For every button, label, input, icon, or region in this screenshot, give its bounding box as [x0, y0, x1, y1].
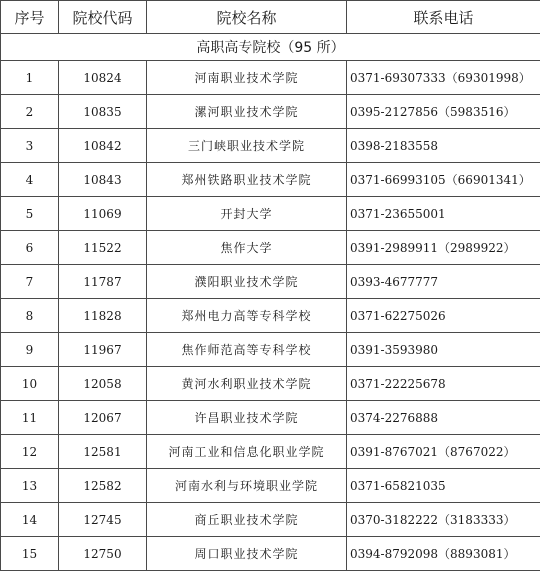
contact-phone: 0374-2276888: [347, 401, 540, 435]
contact-phone: 0391-2989911（2989922）: [347, 231, 540, 265]
school-name: 许昌职业技术学院: [147, 401, 347, 435]
contact-phone: 0371-23655001: [347, 197, 540, 231]
contact-phone: 0371-65821035: [347, 469, 540, 503]
school-name: 漯河职业技术学院: [147, 95, 347, 129]
row-number: 9: [1, 333, 59, 367]
row-number: 14: [1, 503, 59, 537]
school-name: 周口职业技术学院: [147, 537, 347, 571]
school-name: 郑州电力高等专科学校: [147, 299, 347, 333]
school-code: 10842: [59, 129, 147, 163]
school-name: 焦作大学: [147, 231, 347, 265]
table-row: [1, 163, 540, 197]
school-name: 焦作师范高等专科学校: [147, 333, 347, 367]
header-row: [1, 1, 540, 34]
school-code: 12582: [59, 469, 147, 503]
row-number: 2: [1, 95, 59, 129]
row-number: 5: [1, 197, 59, 231]
school-code: 10843: [59, 163, 147, 197]
school-name: 河南水利与环境职业学院: [147, 469, 347, 503]
table-row: [1, 129, 540, 163]
contact-phone: 0393-4677777: [347, 265, 540, 299]
school-name: 濮阳职业技术学院: [147, 265, 347, 299]
table-body: [1, 34, 540, 571]
contact-phone: 0395-2127856（5983516）: [347, 95, 540, 129]
table-row: [1, 469, 540, 503]
school-code: 11787: [59, 265, 147, 299]
contact-phone: 0371-66993105（66901341）: [347, 163, 540, 197]
school-code: 10835: [59, 95, 147, 129]
school-name: 河南工业和信息化职业学院: [147, 435, 347, 469]
table-header: [1, 1, 540, 34]
school-name: 河南职业技术学院: [147, 61, 347, 95]
table-row: [1, 367, 540, 401]
group-row: [1, 34, 540, 61]
row-number: 10: [1, 367, 59, 401]
row-number: 6: [1, 231, 59, 265]
row-number: 4: [1, 163, 59, 197]
row-number: 8: [1, 299, 59, 333]
contact-phone: 0398-2183558: [347, 129, 540, 163]
table-row: [1, 231, 540, 265]
row-number: 3: [1, 129, 59, 163]
row-number: 7: [1, 265, 59, 299]
row-number: 13: [1, 469, 59, 503]
school-code: 11522: [59, 231, 147, 265]
header-no: 序号: [1, 1, 59, 34]
table-row: [1, 401, 540, 435]
table-row: [1, 503, 540, 537]
school-name: 郑州铁路职业技术学院: [147, 163, 347, 197]
school-code: 12058: [59, 367, 147, 401]
school-code: 11967: [59, 333, 147, 367]
contact-phone: 0370-3182222（3183333）: [347, 503, 540, 537]
school-name: 三门峡职业技术学院: [147, 129, 347, 163]
table-row: [1, 95, 540, 129]
row-number: 15: [1, 537, 59, 571]
table-row: [1, 333, 540, 367]
school-code: 12067: [59, 401, 147, 435]
contact-phone: 0394-8792098（8893081）: [347, 537, 540, 571]
contact-phone: 0371-22225678: [347, 367, 540, 401]
table-row: [1, 537, 540, 571]
school-name: 黄河水利职业技术学院: [147, 367, 347, 401]
school-code: 10824: [59, 61, 147, 95]
header-name: 院校名称: [147, 1, 347, 34]
row-number: 1: [1, 61, 59, 95]
school-code: 12581: [59, 435, 147, 469]
contact-phone: 0391-3593980: [347, 333, 540, 367]
table-row: [1, 299, 540, 333]
school-code: 12745: [59, 503, 147, 537]
table-row: [1, 197, 540, 231]
school-code: 12750: [59, 537, 147, 571]
table-row: [1, 265, 540, 299]
contact-phone: 0391-8767021（8767022）: [347, 435, 540, 469]
school-code: 11069: [59, 197, 147, 231]
row-number: 11: [1, 401, 59, 435]
group-title: 高职高专院校（95 所）: [1, 34, 540, 61]
school-name: 商丘职业技术学院: [147, 503, 347, 537]
contact-phone: 0371-69307333（69301998）: [347, 61, 540, 95]
contact-phone: 0371-62275026: [347, 299, 540, 333]
school-code: 11828: [59, 299, 147, 333]
header-code: 院校代码: [59, 1, 147, 34]
row-number: 12: [1, 435, 59, 469]
table-row: [1, 435, 540, 469]
school-name: 开封大学: [147, 197, 347, 231]
header-phone: 联系电话: [347, 1, 540, 34]
table-row: [1, 61, 540, 95]
